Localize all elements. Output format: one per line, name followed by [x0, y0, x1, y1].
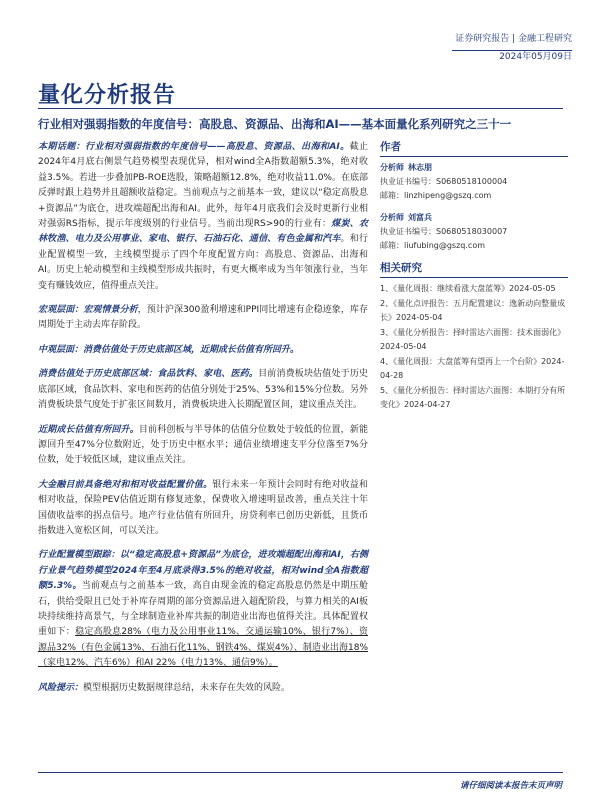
- sidebar: [380, 140, 568, 413]
- analyst-email[interactable]: 邮箱：liufubing@gszq.com: [380, 241, 486, 250]
- summary-label: 本期话题：: [38, 142, 86, 152]
- related-item[interactable]: 4、《量化周报：大盘蓝筹有望再上一个台阶》2024-04-28: [380, 357, 565, 380]
- analyst-role: 分析师: [380, 163, 404, 172]
- summary-sectors: 煤炭、农林牧渔、电力及公用事业、家电、银行、石油石化、通信、有色金属和汽车: [38, 219, 368, 245]
- footer-disclaimer: 请仔细阅读本报告末页声明: [459, 781, 562, 791]
- macro-paragraph: [38, 303, 368, 334]
- report-meta: [455, 30, 572, 66]
- related-item[interactable]: 5、《量化分析报告：择时雷达六面图：本期打分有所变化》2024-04-27: [380, 386, 566, 409]
- summary-text-2: 。和行业配置模型一致，主线模型提示了四个年度配置方向：高股息、资源品、出海和AI。历史上轮动模型和主线模型形成共振时，有更大概率成为当年领涨行业，当年变有赚钱效应，值得重点关注。: [38, 234, 368, 291]
- report-title: 量化分析报告: [38, 83, 177, 108]
- consumer-lead: 消费估值处于历史底部区域：食品饮料、家电、医药。: [38, 369, 259, 380]
- related-item[interactable]: 3、《量化分析报告：择时雷达六面图：技术面弱化》2024-05-04: [380, 328, 566, 351]
- report-headline: 行业相对强弱指数的年度信号：高股息、资源品、出海和AI——基本面量化系列研究之三十一: [38, 117, 512, 131]
- mid-lead: 消费估值处于历史底部区域，近期成长估值有所回升。: [83, 344, 300, 355]
- consumer-text: 目前消费板块估值处于历史底部区域，食品饮料、家电和医药的估值分别处于25%、53%和15%分位数。另外消费板块景气度处于扩张区间数月，消费板块进入长期配置区间，建议重点关注。: [38, 369, 369, 411]
- consumer-paragraph: [38, 367, 368, 413]
- allocation-label: 行业配置模型跟踪：: [38, 550, 120, 561]
- growth-text: 目前科创板与半导体的估值分位数处于较低的位置，新能源回升至47%分位数附近，处于历史中枢水平；通信业绩增速支平分位落至7%分位数，处于较低区域，建议重点关注。: [38, 424, 368, 466]
- finance-text: 银行未来一年预计会同时有绝对收益和相对收益，保险PEV估值近期有修复迹象，保费收入增速明显改善，重点关注十年国债收益率的拐点信号。地产行业估值有所回升，房贷利率已创历史新低，且货币指数进入宽松区间，可以关注。: [38, 479, 368, 536]
- risk-paragraph: [38, 681, 368, 696]
- risk-label: 风险提示：: [38, 682, 84, 693]
- allocation-weights: 稳定高股息28%（电力及公用事业11%、交通运输10%、银行7%）、资源品32%（有色金属13%、石油石化11%、钢铁4%、煤炭4%）、制造业出海18%（家电12%、汽车6%）和AI 22%（电力13%、通信9%）。: [38, 627, 368, 669]
- summary-text: 截止2024年4月底右侧景气趋势模型表现优异，相对wind全A指数超额5.3%，绝对收益3.5%。若进一步叠加PB-ROE选股，策略超额12.8%，绝对收益11.0%。在底部反弹时跟上趋势并且超额收益稳定。当前观点与之前基本一致，建议以“稳定高股息+资源品”为底仓，进攻端超配出海和AI。此外，每年4月底我们会及时更新行业相对强弱RS指标，提示年度级别的行业信号。当前出现RS>90的行业有：: [38, 142, 368, 230]
- footer-divider: [38, 772, 563, 773]
- analyst-block: [380, 211, 568, 253]
- mid-paragraph: [38, 343, 368, 358]
- title-divider: [38, 108, 563, 109]
- related-item[interactable]: 2、《量化点评报告：五月配置建议：逸新动向整量成长》2024-05-04: [380, 299, 566, 322]
- macro-text: ，预计沪深300盈利增速和PPI同比增速有企稳迹象，库存周期处于主动去库存阶段。: [38, 305, 368, 331]
- report-date: 2024年05月09日: [499, 52, 572, 62]
- growth-lead: 近期成长估值有所回升。: [38, 424, 139, 435]
- macro-label: 宏观层面：: [38, 305, 84, 316]
- growth-paragraph: [38, 423, 368, 469]
- finance-paragraph: [38, 478, 368, 540]
- main-column: [38, 140, 368, 705]
- analyst-name: 刘富兵: [408, 213, 432, 222]
- risk-text: 模型根据历史数据规律总结，未来存在失效的风险。: [83, 682, 291, 693]
- related-item[interactable]: 1、《量化周报：继续看涨大盘蓝筹》2024-05-05: [380, 284, 556, 293]
- mid-label: 中观层面：: [38, 344, 84, 355]
- meta-divider: [452, 50, 572, 51]
- analyst-block: [380, 161, 568, 203]
- allocation-lead: 以“稳定高股息+资源品”为底仓，进攻端超配出海和AI，右侧行业景气趋势模型2024年至4月底录得3.5%的绝对收益，相对wind全A指数超额5.3%。: [38, 550, 368, 592]
- finance-lead: 大金融目前具备绝对和相对收益配置价值。: [38, 479, 213, 490]
- summary-lead: 行业相对强弱指数的年度信号——高股息、资源品、出海和AI。: [85, 142, 350, 152]
- analyst-name: 林志朋: [408, 163, 432, 172]
- allocation-paragraph: [38, 548, 368, 671]
- doc-type-label: 证券研究报告 | 金融工程研究: [455, 34, 572, 44]
- analyst-license: 执业证书编号：S0680518100004: [380, 177, 508, 186]
- analyst-email[interactable]: 邮箱：linzhipeng@gszq.com: [380, 191, 492, 200]
- authors-heading: 作者: [380, 140, 568, 157]
- summary-paragraph: [38, 140, 368, 294]
- analyst-role: 分析师: [380, 213, 404, 222]
- allocation-text: 当前观点与之前基本一致，高自由现金流的稳定高股息仍然是中期压舱石，供给受限且已处于补库存周期的部分资源品进入超配阶段，与算力相关的AI板块持续维持高景气，与全球制造业补库共振的制造业出海也值得关注。具体配置权重如下：: [38, 581, 368, 638]
- analyst-license: 执业证书编号：S0680518030007: [380, 227, 508, 236]
- related-heading: 相关研究: [380, 261, 568, 278]
- macro-lead: 宏观情景分析: [83, 305, 138, 316]
